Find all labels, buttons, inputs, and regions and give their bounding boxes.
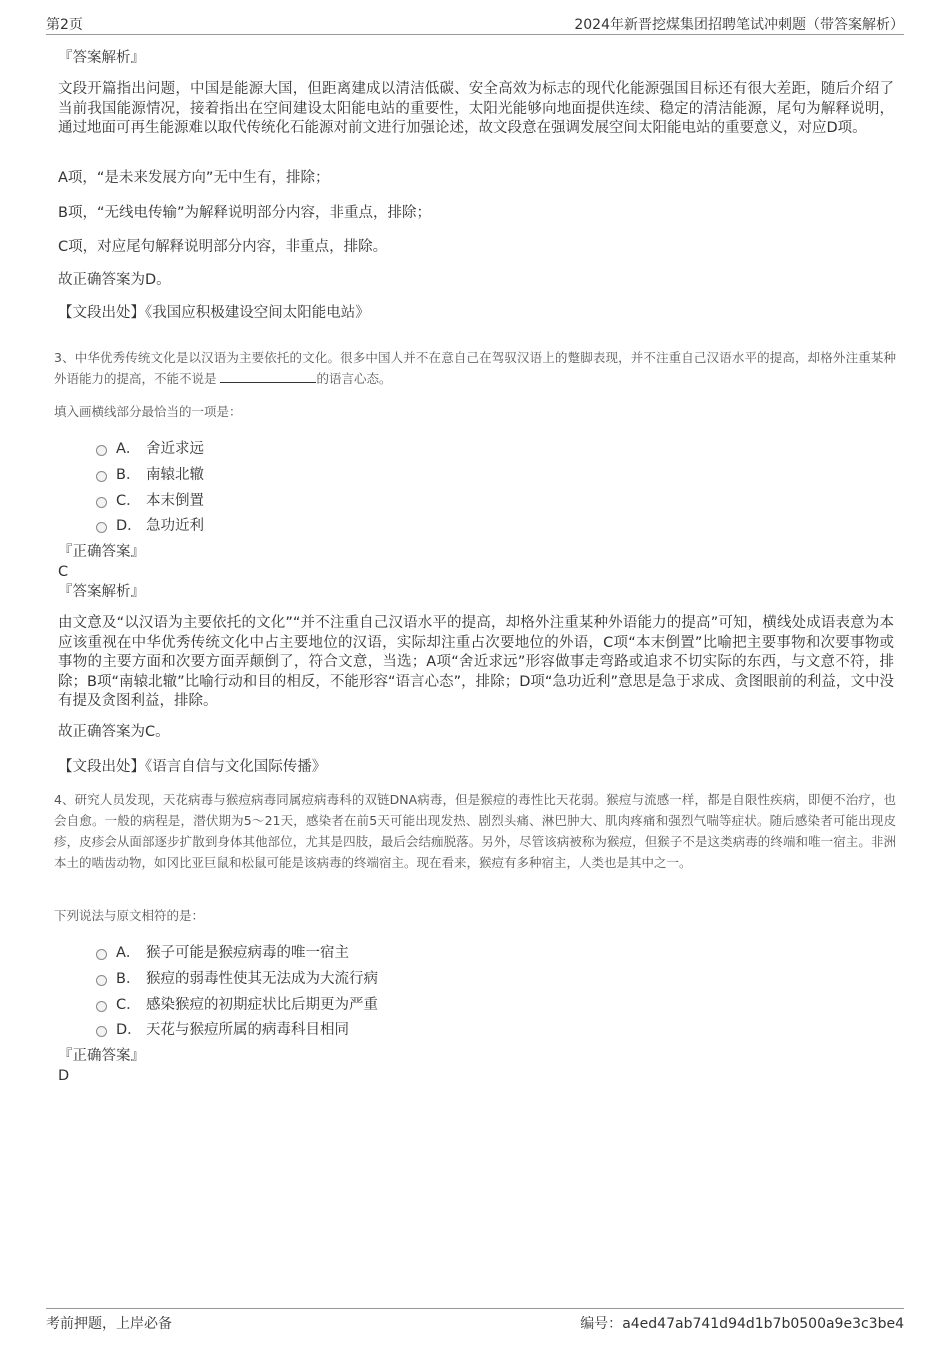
analysis-line-b: B项，“无线电传输”为解释说明部分内容，非重点，排除；: [58, 205, 431, 221]
question-4-prompt: 下列说法与原文相符的是：: [54, 908, 205, 923]
correct-answer-value: C: [58, 564, 69, 580]
question-4-option-c[interactable]: C． 感染猴痘的初期症状比后期更为严重: [96, 993, 378, 1013]
analysis-line-a: A项，“是未来发展方向”无中生有，排除；: [58, 170, 330, 186]
footer-divider: [46, 1308, 904, 1309]
question-3-option-d[interactable]: D． 急功近利: [96, 514, 204, 534]
footer-slogan: 考前押题，上岸必备: [46, 1316, 172, 1332]
analysis-conclusion: 故正确答案为D。: [58, 272, 171, 288]
question-3-option-c[interactable]: C． 本末倒置: [96, 489, 204, 509]
question-3-option-b[interactable]: B． 南辕北辙: [96, 463, 204, 483]
question-3-stem: 3、中华优秀传统文化是以汉语为主要依托的文化。很多中国人并不在意自己在驾驭汉语上的蹩脚表现，并不注重自己汉语水平的提高，却格外注重某种外语能力的提高，不能不说是 的语言心态。: [54, 350, 896, 386]
page-number: 第2页: [46, 17, 83, 33]
correct-answer-label: 『正确答案』: [58, 1048, 145, 1064]
analysis-text: 由文意及“以汉语为主要依托的文化”“并不注重自己汉语水平的提高，却格外注重某种外语能力的提高”可知，横线处成语表意为本应该重视在中华优秀传统文化中占主要地位的汉语，实际却注重占次要地位的外语，C项“本末倒置”比喻把主要事物和次要事物或事物的主要方面和次要方面弄颠倒了，符合文意，当选；A项“舍近求远”形容做事走弯路或追求不切实际的东西，与文意不符，排除；B项“南辕北辙”比喻行动和目的相反，不能形容“语言心态”，排除；D项“急功近利”意思是急于求成、贪图眼前的利益，文中没有提及贪图利益，排除。: [58, 615, 894, 709]
radio-icon[interactable]: [96, 497, 107, 508]
document-title: 2024年新晋挖煤集团招聘笔试冲刺题（带答案解析）: [574, 17, 904, 33]
question-3-option-a[interactable]: A． 舍近求远: [96, 437, 204, 457]
question-4-option-d[interactable]: D． 天花与猴痘所属的病毒科目相同: [96, 1018, 349, 1038]
analysis-label: 『答案解析』: [58, 50, 145, 66]
question-4-stem: 4、研究人员发现，天花病毒与猴痘病毒同属痘病毒科的双链DNA病毒，但是猴痘的毒性比天花弱。猴痘与流感一样，都是自限性疾病，即便不治疗，也会自愈。一般的病程是，潜伏期为5～21天，感染者在前5天可能出现发热、剧烈头痛、淋巴肿大、肌肉疼痛和强烈气喘等症状。随后感染者可能出现皮疹，皮疹会从面部逐步扩散到身体其他部位，尤其是四肢，最后会结痂脱落。另外，尽管该病被称为猴痘，但猴子不是这类病毒的终端和唯一宿主。非洲本土的啮齿动物，如冈比亚巨鼠和松鼠可能是该病毒的终端宿主。现在看来，猴痘有多种宿主，人类也是其中之一。: [54, 792, 896, 870]
analysis-line-c: C项，对应尾句解释说明部分内容，非重点，排除。: [58, 239, 388, 255]
radio-icon[interactable]: [96, 975, 107, 986]
correct-answer-value: D: [58, 1068, 70, 1084]
document-code: 编号：a4ed47ab741d94d1b7b0500a9e3c3be4: [580, 1316, 904, 1332]
analysis-conclusion: 故正确答案为C。: [58, 724, 170, 740]
radio-icon[interactable]: [96, 1001, 107, 1012]
question-4-option-b[interactable]: B． 猴痘的弱毒性使其无法成为大流行病: [96, 967, 378, 987]
header-divider: [46, 34, 904, 35]
analysis-label: 『答案解析』: [58, 584, 145, 600]
fill-blank: [220, 370, 316, 383]
radio-icon[interactable]: [96, 471, 107, 482]
radio-icon[interactable]: [96, 445, 107, 456]
radio-icon[interactable]: [96, 949, 107, 960]
passage-source: 【文段出处】《语言自信与文化国际传播》: [58, 759, 327, 775]
question-4-option-a[interactable]: A． 猴子可能是猴痘病毒的唯一宿主: [96, 941, 349, 961]
radio-icon[interactable]: [96, 1026, 107, 1037]
correct-answer-label: 『正确答案』: [58, 544, 145, 560]
analysis-text: 文段开篇指出问题，中国是能源大国，但距离建成以清洁低碳、安全高效为标志的现代化能源强国目标还有很大差距，随后介绍了当前我国能源情况，接着指出在空间建设太阳能电站的重要性，太阳光能够向地面提供连续、稳定的清洁能源，尾句为解释说明，通过地面可再生能源难以取代传统化石能源对前文进行加强论述，故文段意在强调发展空间太阳能电站的重要意义，对应D项。: [58, 81, 894, 136]
radio-icon[interactable]: [96, 522, 107, 533]
question-3-prompt: 填入画横线部分最恰当的一项是：: [54, 404, 242, 419]
passage-source: 【文段出处】《我国应积极建设空间太阳能电站》: [58, 305, 370, 321]
